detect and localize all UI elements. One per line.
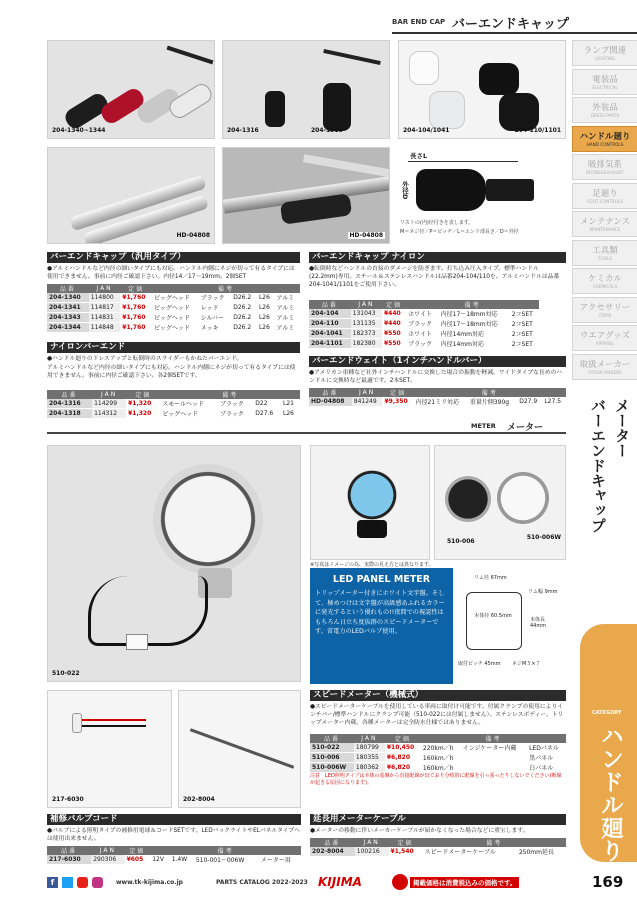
section-header-jp: バーエンドキャップ bbox=[452, 17, 570, 32]
table-row: 202-8004 100216 ¥1,540 スピードメーターケーブル 250mm延長 bbox=[310, 847, 566, 857]
photo-204-104 bbox=[398, 40, 566, 139]
sec3-title: バーエンドキャップ ナイロン bbox=[309, 252, 566, 263]
sec1-desc: ●アルミハンドルなど内径の細いタイプにも対応。ハンドル内側にネジが切って有るタイプには使用できません。事前に内径ご確認下さい。内径14／17～19mm。2個SET bbox=[47, 266, 295, 280]
page-number: 169 bbox=[592, 873, 624, 891]
cap-white-2 bbox=[429, 91, 465, 129]
tab-7[interactable] bbox=[572, 240, 637, 266]
section-header bbox=[392, 12, 637, 34]
meter-header-en: METER bbox=[471, 422, 496, 430]
photo-caption: 202-8004 bbox=[183, 796, 215, 803]
dim-body-len: 本体長 44mm bbox=[530, 617, 547, 629]
side-vertical-title-1: メーター bbox=[613, 398, 631, 458]
table-row: 510-006 180355 ¥6,820 160km／h 黒パネル bbox=[310, 753, 566, 763]
meter-body bbox=[153, 464, 263, 574]
table-row: HD-04808 841249 ¥9,350 内径21ミリ対応 重量片側390g D27.9 L27.5 bbox=[309, 397, 566, 407]
meter-black bbox=[445, 476, 491, 522]
cable-line bbox=[190, 728, 294, 768]
col-price: 定価 bbox=[120, 284, 152, 293]
tab-label: メンテナンス bbox=[579, 217, 631, 227]
tab-sublabel: ELECTRICAL bbox=[592, 84, 618, 90]
photo-217-6030 bbox=[47, 690, 172, 808]
photo-204-1340 bbox=[47, 40, 215, 139]
meter-profile bbox=[466, 592, 522, 650]
table-row: 204-1041 182373 ¥550 ホワイト 内径14mm対応 2コSET bbox=[309, 329, 539, 339]
sec1-table bbox=[47, 284, 300, 333]
dim-rim: リム径 67mm bbox=[474, 575, 507, 581]
wire-harness bbox=[88, 576, 208, 646]
col-note: 備考 bbox=[152, 284, 300, 293]
youtube-icon[interactable] bbox=[77, 877, 88, 888]
tab-label: ウエアグッズ bbox=[579, 331, 631, 341]
table-row: 510-022 180799 ¥10,450 220km／h インジケーター内蔵 LEDパネル bbox=[310, 743, 566, 753]
sec1-title: バーエンドキャップ（汎用タイプ） bbox=[47, 252, 300, 263]
sec2-table: 品番 JAN 定価 備考 204-1316 114299 ¥1,320 スモールヘッド ブラック D22 L21 204-1318 114312 ¥1,320 ビッグヘッド ブラック D27.6 L26 bbox=[47, 390, 300, 419]
tab-label: ランプ関連 bbox=[583, 46, 627, 56]
side-vertical-title-2: バーエンドキャップ bbox=[589, 398, 607, 533]
dim-body: 本体径 60.5mm bbox=[474, 613, 512, 619]
sec4-title: バーエンドウェイト（1インチハンドルバー） bbox=[309, 356, 566, 367]
led-body: トリップメーター付きにホワイト文字盤。そして、極めつけは文字盤が高級感あふれるカラーに発光するという優れもの!!夜間での視認性はもちろん日立ち度抜群のスピードメーターです。省電力のLEDバルブ使用。 bbox=[315, 590, 445, 635]
col-code: 品番 bbox=[47, 284, 89, 293]
table-row: 204-1344 114848 ¥1,760 ビッグヘッド メッキ D26.2 L26 アルミ bbox=[47, 323, 300, 333]
allen-wrench bbox=[167, 46, 214, 65]
meter-dimension-diagram bbox=[458, 568, 566, 684]
photo-caption-b: 204-1318 bbox=[311, 127, 343, 134]
footer-url[interactable]: www.tk-kijima.co.jp bbox=[116, 879, 183, 886]
tab-sublabel: LIGHTING bbox=[594, 56, 616, 61]
led-title: LED PANEL METER bbox=[332, 574, 431, 585]
tab-label: 電装品 bbox=[592, 74, 618, 85]
tab-label: 取扱メーカー bbox=[579, 359, 631, 370]
led-panel-box bbox=[310, 568, 453, 684]
photo-hd-04808 bbox=[47, 147, 215, 244]
table-row: 204-110 131135 ¥440 ブラック 内径17～18mm対応 2コSET bbox=[309, 319, 539, 329]
bulb-wire-black bbox=[76, 725, 146, 727]
tab-sublabel: APPAREL bbox=[595, 341, 615, 346]
category-en: CATEGORY bbox=[592, 710, 622, 716]
table-row: 204-1340 114800 ¥1,760 ビッグヘッド ブラック D26.2 L26 アルミ bbox=[47, 293, 300, 303]
tab-label: アクセサリー bbox=[579, 302, 631, 313]
diagram-note-2: M＝ネジ径／P＝ピッチ／L＝エンド部長さ／D＝外径 bbox=[400, 229, 519, 235]
connector bbox=[126, 634, 148, 650]
diagram-length: 長さL bbox=[410, 152, 428, 160]
bulb-wire-red bbox=[76, 719, 146, 721]
photo-510-006w bbox=[434, 445, 566, 560]
sec2-desc-1: ●ハンドル廻りのドレスアップと転倒時のスライダーもかねたバーエンド。 bbox=[47, 356, 243, 362]
tab-sublabel: CHEMICALS bbox=[592, 284, 618, 289]
tab-sublabel: HAND CONTROLS bbox=[586, 141, 624, 147]
table-row: 204-104 131043 ¥440 ホワイト 内径17～18mm対応 2コSET bbox=[309, 309, 539, 319]
photo-hd-04808-mounted bbox=[222, 147, 390, 244]
diagram-dia: 外径D bbox=[401, 181, 409, 200]
photo-510-022 bbox=[47, 445, 301, 682]
diagram-shaft bbox=[486, 179, 534, 201]
sec7-table: 品番 JAN 定価 備考 202-8004 100216 ¥1,540 スピードメーターケーブル 250mm延長 bbox=[310, 838, 566, 857]
sec7-title: 延長用メーターケーブル bbox=[310, 814, 566, 825]
sec4-table: 品番 JAN 定価 備考 HD-04808 841249 ¥9,350 内径21ミリ対応 重量片側390g D27.9 L27.5 bbox=[309, 388, 566, 407]
photo-202-8004 bbox=[178, 690, 301, 808]
dim-pitch: 取付ピッチ 45mm bbox=[458, 661, 501, 667]
photo-caption: 510-022 bbox=[52, 670, 80, 677]
footer bbox=[0, 867, 637, 900]
sec4-desc: ●アメリカン車種など社外インチハンドルに交換した場合の振動を軽減。ワイドタイプな長めのハンドルに交換時など最適です。2本SET。 bbox=[309, 370, 563, 384]
bulb-socket bbox=[72, 713, 82, 733]
tab-6[interactable] bbox=[572, 211, 637, 237]
sec3-table: 品番 JAN 定価 備考 204-104 131043 ¥440 ホワイト 内径17～18mm対応 2コSET 204-110 131135 ¥440 ブラック 内径17～18mm対応 2コSET 204-1041 182373 ¥550 ホワイト 内径14mm対応 2コSET 204-1101 182380 ¥550 ブラック 内径14mm対応 2コSET bbox=[309, 300, 539, 349]
category-block bbox=[580, 624, 637, 862]
photo-caption-b: 204-110/1101 bbox=[514, 127, 561, 134]
photo-caption: 217-6030 bbox=[52, 796, 84, 803]
tab-label: 吸排気系 bbox=[587, 160, 622, 170]
diagram-length-arrow bbox=[408, 161, 518, 162]
grip-chrome bbox=[166, 81, 215, 122]
meter-blue bbox=[347, 470, 397, 520]
tab-sublabel: TOOLS bbox=[597, 255, 613, 261]
tab-3[interactable] bbox=[572, 126, 637, 152]
table-row: 204-1316 114299 ¥1,320 スモールヘッド ブラック D22 L21 bbox=[47, 399, 300, 409]
photo-204-1316 bbox=[222, 40, 390, 139]
diagram-cap-shape bbox=[416, 169, 486, 211]
tab-4[interactable] bbox=[572, 154, 637, 180]
tab-5[interactable] bbox=[572, 183, 637, 209]
sec6-table: 品番 JAN 定価 備考 217-6030 290306 ¥605 12V 1.4W 510-001～006W メーター用 bbox=[47, 846, 301, 865]
twitter-icon[interactable] bbox=[62, 877, 73, 888]
table-row: 204-1101 182380 ¥550 ブラック 内径14mm対応 2コSET bbox=[309, 339, 539, 349]
tab-sublabel: ITEMS bbox=[598, 312, 612, 318]
tab-1[interactable] bbox=[572, 69, 637, 95]
sec3-desc: ●転倒時などハンドルの直接のダメージを防ぎます。打ち込み圧入タイプ。標準ハンドル(22.2mm)専用。スチール＆ステンレスハンドルは品番204-104/110を。アルミハンドルは品番204-1041/1101をご使用下さい。 bbox=[309, 266, 560, 288]
photo-caption: 204-1340~1344 bbox=[52, 127, 106, 134]
tab-sublabel: INTAKE&EXHAUST bbox=[586, 170, 624, 175]
sec6-title: 補修バルブコード bbox=[47, 814, 301, 825]
section-header-en: BAR END CAP bbox=[392, 18, 446, 26]
meter-photo-note: ※写真はイメージの為、実際の見え方とは異なります。 bbox=[310, 562, 434, 568]
nylon-end-big bbox=[323, 83, 351, 131]
table-row: 204-1343 114831 ¥1,760 ビッグヘッド シルバー D26.2 L26 アルミ bbox=[47, 313, 300, 323]
cap-white-1 bbox=[409, 51, 439, 85]
tab-8[interactable] bbox=[572, 268, 637, 294]
sec2-desc-2: アルミハンドルなど内径の細いタイプにも対応。ハンドル内側にネジが切って有るタイプには使用できません。事前に内径ご確認下さい。各2個SETです。 bbox=[47, 365, 296, 379]
sec7-desc: ●メーターの移動に伴いメーカーケーブルが届かなくなった場合などに重宝します。 bbox=[310, 828, 529, 834]
meter-base bbox=[357, 520, 387, 538]
cap-black-1 bbox=[479, 63, 519, 95]
tab-sublabel: FOOT CONTROLS bbox=[587, 198, 623, 204]
photo-caption: HD-04808 bbox=[176, 232, 210, 239]
tab-sublabel: MAINTENANCE bbox=[589, 227, 621, 232]
table-row: 204-1318 114312 ¥1,320 ビッグヘッド ブラック D27.6 L26 bbox=[47, 409, 300, 419]
tab-sublabel: OTHER MAKERS bbox=[588, 369, 622, 375]
tab-label: 工具類 bbox=[592, 245, 618, 256]
photo-caption-a: 204-104/1041 bbox=[403, 127, 450, 134]
tab-10[interactable] bbox=[572, 325, 637, 351]
header-rule bbox=[392, 32, 637, 34]
photo-caption-b: 510-006W bbox=[526, 534, 561, 541]
photo-caption-a: 510-006 bbox=[447, 538, 475, 545]
nylon-end-small bbox=[265, 91, 285, 127]
tab-0[interactable] bbox=[572, 40, 637, 66]
footer-catalog: PARTS CATALOG 2022-2023 bbox=[216, 879, 308, 886]
meter-header-jp: メーター bbox=[507, 423, 544, 433]
footer-price-note: 掲載価格は消費税込みの価格です。 bbox=[410, 877, 519, 888]
tab-label: 足廻り bbox=[592, 188, 618, 199]
dimension-diagram bbox=[398, 147, 566, 244]
sec5-title: スピードメーター（機械式） bbox=[310, 690, 566, 701]
photo-caption-a: 204-1316 bbox=[227, 127, 259, 134]
sec2-title: ナイロンバーエンド bbox=[47, 342, 300, 353]
sec5-table: 品番 JAN 定価 備考 510-022 180799 ¥10,450 220km／h インジケーター内蔵 LEDパネル 510-006 180355 ¥6,820 160km／h 黒パネル 510-006W 180362 ¥6,820 160km／h 白パネル bbox=[310, 734, 566, 773]
facebook-icon[interactable]: f bbox=[47, 877, 58, 888]
diagram-note-1: リストの(内)径付きを表します。 bbox=[400, 220, 474, 226]
tab-label: 外装品 bbox=[592, 103, 618, 113]
photo-510-006 bbox=[310, 445, 430, 560]
meter-header bbox=[47, 420, 566, 434]
category-jp: ハンドル廻り bbox=[597, 724, 623, 862]
tab-11[interactable] bbox=[572, 354, 637, 380]
tab-label: ケミカル bbox=[587, 274, 622, 284]
cap-black-2 bbox=[499, 93, 539, 131]
instagram-icon[interactable] bbox=[92, 877, 103, 888]
tab-9[interactable] bbox=[572, 297, 637, 323]
sec5-desc: ●スピードメーターケーブルを使用している車両に取付け可能です。付属クランプの使用によりインチバー/標準ハンドルにクランプ可能（510-022には付属しません）。ステンレスボディー、トリップメーター内蔵。各種メーターは完全防水仕様ではありません。 bbox=[310, 704, 564, 726]
tax-badge-icon bbox=[392, 874, 408, 890]
sec5-caution: 注意 LED照明タイプは本体の基盤から直接配線が出ており分岐的に配線を引っ張ったりしないでください(断線が起きる原因になります)。 bbox=[310, 773, 562, 786]
table-row: 217-6030 290306 ¥605 12V 1.4W 510-001～006W メーター用 bbox=[47, 855, 301, 865]
table-row: 204-1341 114817 ¥1,760 ビッグヘッド レッド D26.2 L26 アルミ bbox=[47, 303, 300, 313]
tab-sublabel: DRESS PARTS bbox=[590, 113, 620, 118]
meter-white bbox=[497, 472, 549, 524]
sec6-desc: ●バルブによる照明タイプの補修用電球＆コードSETです。LEDバックライトやELパネルタイプへは使用出来ません。 bbox=[47, 828, 300, 842]
dim-screw: ネジM５×７ bbox=[512, 661, 541, 667]
allen-wrench bbox=[323, 49, 381, 65]
col-jan: JAN bbox=[89, 284, 120, 293]
kijima-logo: KIJIMA bbox=[318, 875, 362, 889]
dim-rim-w: リム幅 9mm bbox=[528, 589, 558, 595]
photo-caption: HD-04808 bbox=[349, 232, 383, 239]
tab-2[interactable] bbox=[572, 97, 637, 123]
tab-label: ハンドル廻り bbox=[579, 131, 631, 142]
lever bbox=[303, 154, 390, 178]
table-row: 510-006W 180362 ¥6,820 160km／h 白パネル bbox=[310, 763, 566, 773]
